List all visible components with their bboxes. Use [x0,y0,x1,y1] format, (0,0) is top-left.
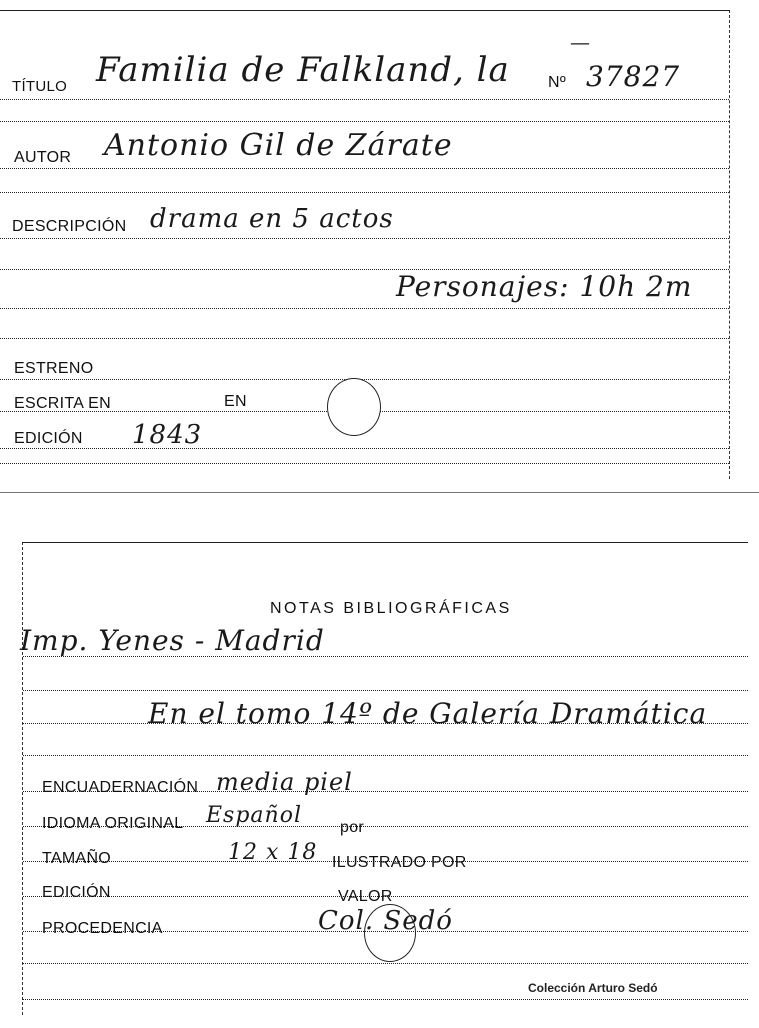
underline-mark: — [570,30,591,54]
titulo-value: Familia de Falkland, la [96,50,510,90]
numero-label: Nº [548,74,566,91]
estreno-label: ESTRENO [14,360,94,377]
idioma-label: IDIOMA ORIGINAL [42,815,184,832]
por-label: por [340,819,365,836]
tamano-label: TAMAÑO [42,850,112,867]
ilustrado-label: ILUSTRADO POR [332,854,467,871]
idioma-value: Español [206,803,302,828]
en-label: EN [224,393,247,410]
card-rule [0,192,729,193]
collection-footer: Colección Arturo Sedó [528,981,658,995]
numero-value: 37827 [586,60,681,93]
valor-label: VALOR [338,888,393,905]
edicion-label: EDICIÓN [14,430,83,447]
card-rule [23,999,748,1000]
card-rule [0,338,729,339]
card-rule [23,690,748,691]
encuadernacion-label: ENCUADERNACIÓN [42,779,199,796]
escrita-en-label: ESCRITA EN [14,395,111,412]
autor-value: Antonio Gil de Zárate [104,128,453,163]
punch-hole [327,378,381,436]
card-rule [0,448,729,449]
note-line-1: Imp. Yenes - Madrid [20,624,325,657]
card-rule [0,463,729,464]
card-rule [0,121,729,122]
procedencia-value: Col. Sedó [318,906,453,936]
note-line-2: En el tomo 14º de Galería Dramática [148,697,708,730]
edicion-back-label: EDICIÓN [42,884,111,901]
card-rule [23,755,748,756]
personajes-value: Personajes: 10h 2m [396,270,693,303]
procedencia-label: PROCEDENCIA [42,920,163,937]
edicion-value: 1843 [132,420,203,450]
tamano-value: 12 x 18 [228,840,318,865]
card-rule [0,168,729,169]
notas-header: NOTAS BIBLIOGRÁFICAS [270,600,512,617]
descripcion-value: drama en 5 actos [150,204,394,234]
autor-label: AUTOR [14,149,72,166]
encuadernacion-value: media piel [216,768,353,796]
punch-hole [364,904,416,962]
card-rule [0,99,729,100]
scan-separator [0,492,759,493]
card-rule [23,963,748,964]
descripcion-label: DESCRIPCIÓN [12,218,127,235]
card-rule [0,238,729,239]
titulo-label: TÍTULO [12,78,68,95]
card-rule [0,308,729,309]
